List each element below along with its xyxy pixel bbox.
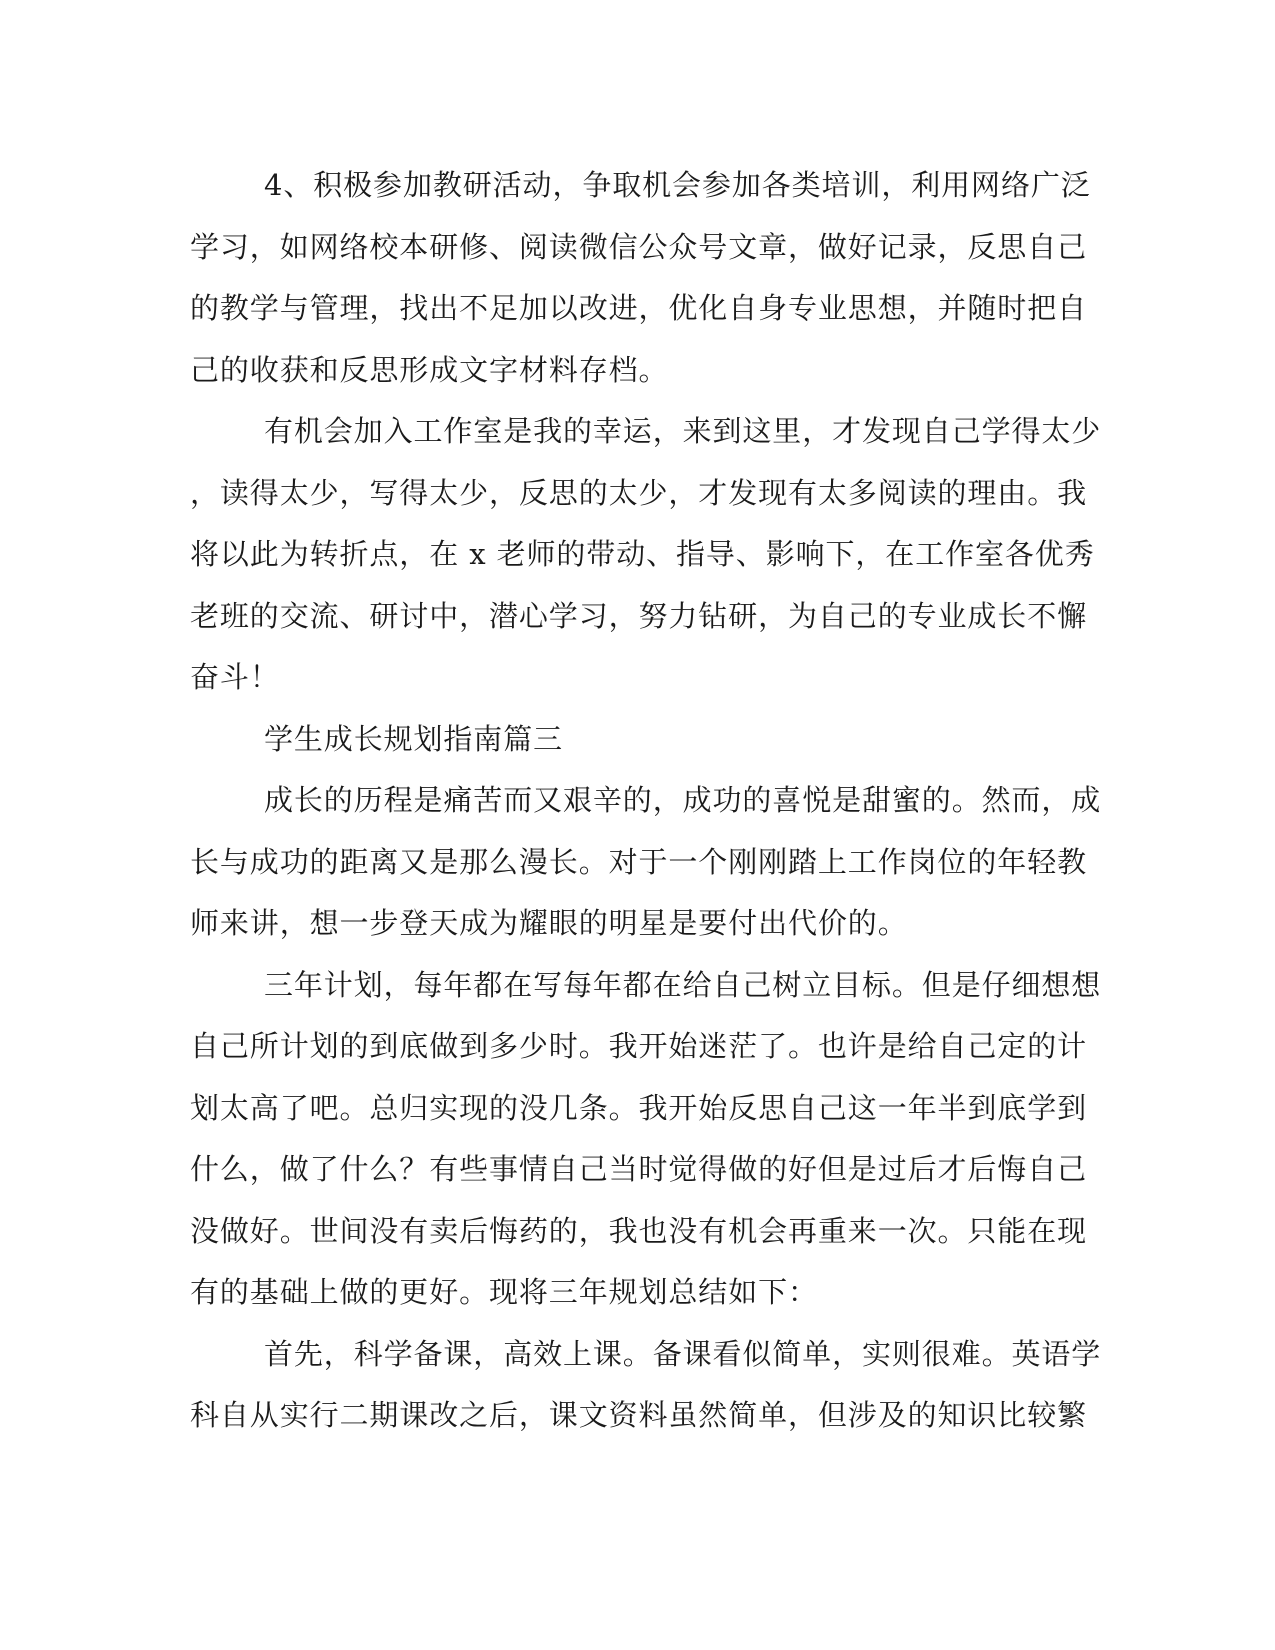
text-line: 奋斗！ xyxy=(190,660,280,694)
text-line: 什么，做了什么？有些事情自己当时觉得做的好但是过后才后悔自己 xyxy=(190,1152,1088,1186)
text-line: 有的基础上做的更好。现将三年规划总结如下： xyxy=(190,1275,818,1309)
text-line: 己的收获和反思形成文字材料存档。 xyxy=(190,352,669,387)
section-heading: 学生成长规划指南篇三 xyxy=(264,721,564,756)
text-line: 成长的历程是痛苦而又艰辛的，成功的喜悦是甜蜜的。然而，成 xyxy=(264,783,1102,817)
text-line: ，读得太少，写得太少，反思的太少，才发现有太多阅读的理由。我 xyxy=(190,475,1088,510)
text-line: 老班的交流、研讨中，潜心学习，努力钻研，为自己的专业成长不懈 xyxy=(190,598,1088,633)
text-line: 将以此为转折点，在 x 老师的带动、指导、影响下，在工作室各优秀 xyxy=(190,537,1095,571)
text-line: 科自从实行二期课改之后，课文资料虽然简单，但涉及的知识比较繁 xyxy=(190,1398,1088,1432)
text-line: 学习，如网络校本研修、阅读微信公众号文章，做好记录，反思自己 xyxy=(190,229,1088,264)
text-line: 的教学与管理，找出不足加以改进，优化自身专业思想，并随时把自 xyxy=(190,291,1088,325)
text-line: 自己所计划的到底做到多少时。我开始迷茫了。也许是给自己定的计 xyxy=(190,1029,1088,1063)
text-line: 4、积极参加教研活动，争取机会参加各类培训，利用网络广泛 xyxy=(264,168,1091,202)
text-line: 没做好。世间没有卖后悔药的，我也没有机会再重来一次。只能在现 xyxy=(190,1213,1088,1248)
text-line: 三年计划，每年都在写每年都在给自己树立目标。但是仔细想想 xyxy=(264,967,1102,1002)
text-line: 师来讲，想一步登天成为耀眼的明星是要付出代价的。 xyxy=(190,906,908,940)
text-line: 有机会加入工作室是我的幸运，来到这里，才发现自己学得太少 xyxy=(264,414,1102,448)
text-line: 长与成功的距离又是那么漫长。对于一个刚刚踏上工作岗位的年轻教 xyxy=(190,844,1088,879)
text-line: 首先，科学备课，高效上课。备课看似简单，实则很难。英语学 xyxy=(264,1336,1102,1371)
text-line: 划太高了吧。总归实现的没几条。我开始反思自己这一年半到底学到 xyxy=(190,1090,1088,1125)
document-body xyxy=(190,155,1102,1447)
